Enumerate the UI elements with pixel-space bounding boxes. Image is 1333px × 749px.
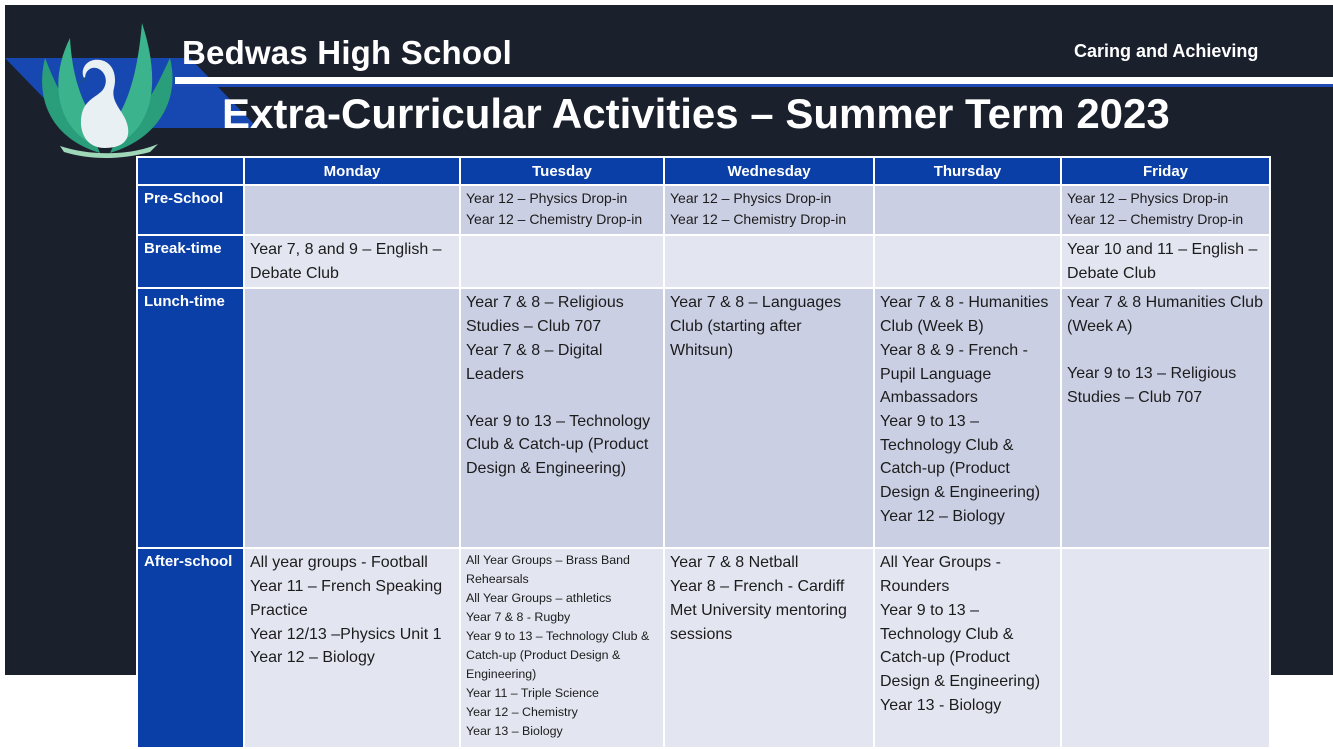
activity: Year 12 – Physics Drop-in bbox=[1067, 190, 1229, 206]
activity: Year 7 & 8 - Rugby bbox=[466, 610, 571, 625]
cell-lunch-thursday bbox=[874, 288, 1061, 548]
row-break-time bbox=[137, 235, 1270, 288]
cell-preschool-wednesday bbox=[664, 185, 874, 235]
row-label: After-school bbox=[137, 548, 244, 748]
activity: Year 9 to 13 – Technology Club & Catch-up (Product Design & Engineering) bbox=[880, 412, 1041, 502]
spacer bbox=[1067, 339, 1264, 363]
activity: All Year Groups - Rounders bbox=[880, 554, 1001, 596]
cell-break-friday bbox=[1061, 235, 1270, 288]
activity: All Year Groups – Brass Band Rehearsals bbox=[466, 553, 630, 587]
activity: Year 12/13 –Physics Unit 1 bbox=[250, 625, 442, 643]
activity: Year 7 & 8 – Languages Club (starting after Whitsun) bbox=[670, 294, 842, 359]
activity: Year 8 – French - Cardiff Met University mentoring sessions bbox=[670, 578, 847, 643]
row-label: Break-time bbox=[137, 235, 244, 288]
cell-lunch-monday bbox=[244, 288, 460, 548]
row-pre-school bbox=[137, 185, 1270, 235]
activity: Year 10 and 11 – English – Debate Club bbox=[1067, 241, 1258, 282]
activity: Year 9 to 13 – Technology Club & Catch-up (Product Design & Engineering) bbox=[466, 412, 651, 478]
cell-preschool-tuesday bbox=[460, 185, 664, 235]
cell-lunch-wednesday bbox=[664, 288, 874, 548]
activity: Year 9 to 13 – Technology Club & Catch-up (Product Design & Engineering) bbox=[466, 629, 650, 681]
activity: Year 9 to 13 – Religious Studies – Club 707 bbox=[1067, 365, 1237, 407]
cell-after-monday bbox=[244, 548, 460, 748]
activity: Year 12 – Physics Drop-in bbox=[466, 190, 628, 206]
timetable bbox=[136, 156, 1271, 749]
activity: Year 12 – Chemistry Drop-in bbox=[466, 210, 643, 227]
cell-preschool-thursday bbox=[874, 185, 1061, 235]
activity: Year 12 – Physics Drop-in bbox=[670, 190, 832, 206]
cell-lunch-friday bbox=[1061, 288, 1270, 548]
activity: Year 13 – Biology bbox=[466, 723, 563, 738]
swan-logo-icon bbox=[30, 18, 180, 163]
day-header-tuesday: Tuesday bbox=[460, 157, 664, 185]
activity: Year 12 – Chemistry Drop-in bbox=[1067, 210, 1244, 227]
cell-lunch-tuesday bbox=[460, 288, 664, 548]
activity: Year 9 to 13 – Technology Club & Catch-up (Product Design & Engineering) bbox=[880, 601, 1041, 690]
activity: Year 12 – Chemistry bbox=[466, 704, 578, 719]
school-motto: Caring and Achieving bbox=[1074, 41, 1259, 61]
activity: Year 7 & 8 Humanities Club (Week A) bbox=[1067, 294, 1263, 336]
row-label: Lunch-time bbox=[137, 288, 244, 548]
activity: Year 7, 8 and 9 – English – Debate Club bbox=[250, 241, 442, 282]
cell-after-wednesday bbox=[664, 548, 874, 748]
cell-break-wednesday bbox=[664, 235, 874, 288]
activity: Year 7 & 8 – Digital Leaders bbox=[466, 341, 603, 383]
day-header-wednesday: Wednesday bbox=[664, 157, 874, 185]
activity: Year 12 – Biology bbox=[880, 507, 1005, 525]
activity: All year groups - Football bbox=[250, 554, 428, 572]
day-header-row bbox=[137, 157, 1270, 185]
cell-preschool-friday bbox=[1061, 185, 1270, 235]
cell-preschool-monday bbox=[244, 185, 460, 235]
header-divider-blue bbox=[168, 84, 1333, 87]
activity: Year 11 – Triple Science bbox=[466, 685, 599, 700]
activity: Year 7 & 8 Netball bbox=[670, 554, 799, 572]
row-label: Pre-School bbox=[137, 185, 244, 235]
activity: Year 7 & 8 – Religious Studies – Club 707 bbox=[466, 294, 624, 336]
cell-break-monday bbox=[244, 235, 460, 288]
school-name: Bedwas High School bbox=[182, 34, 512, 71]
corner-cell bbox=[137, 157, 244, 185]
day-header-thursday: Thursday bbox=[874, 157, 1061, 185]
activity: Year 8 & 9 - French - Pupil Language Ambassadors bbox=[880, 341, 1028, 407]
row-lunch-time bbox=[137, 288, 1270, 548]
cell-after-friday bbox=[1061, 548, 1270, 748]
spacer bbox=[466, 386, 658, 410]
activity: Year 12 – Chemistry Drop-in bbox=[670, 210, 847, 227]
activity: Year 12 – Biology bbox=[250, 649, 375, 667]
activity: Year 11 – French Speaking Practice bbox=[250, 578, 443, 619]
activity: All Year Groups – athletics bbox=[466, 591, 612, 606]
day-header-friday: Friday bbox=[1061, 157, 1270, 185]
cell-break-tuesday bbox=[460, 235, 664, 288]
row-after-school bbox=[137, 548, 1270, 748]
cell-break-thursday bbox=[874, 235, 1061, 288]
header-divider-white bbox=[175, 77, 1333, 84]
page-title: Extra-Curricular Activities – Summer Term 2023 bbox=[222, 90, 1170, 137]
cell-after-thursday bbox=[874, 548, 1061, 748]
activity: Year 7 & 8 - Humanities Club (Week B) bbox=[880, 294, 1049, 336]
day-header-monday: Monday bbox=[244, 157, 460, 185]
cell-after-tuesday bbox=[460, 548, 664, 748]
activity: Year 13 - Biology bbox=[880, 696, 1002, 714]
